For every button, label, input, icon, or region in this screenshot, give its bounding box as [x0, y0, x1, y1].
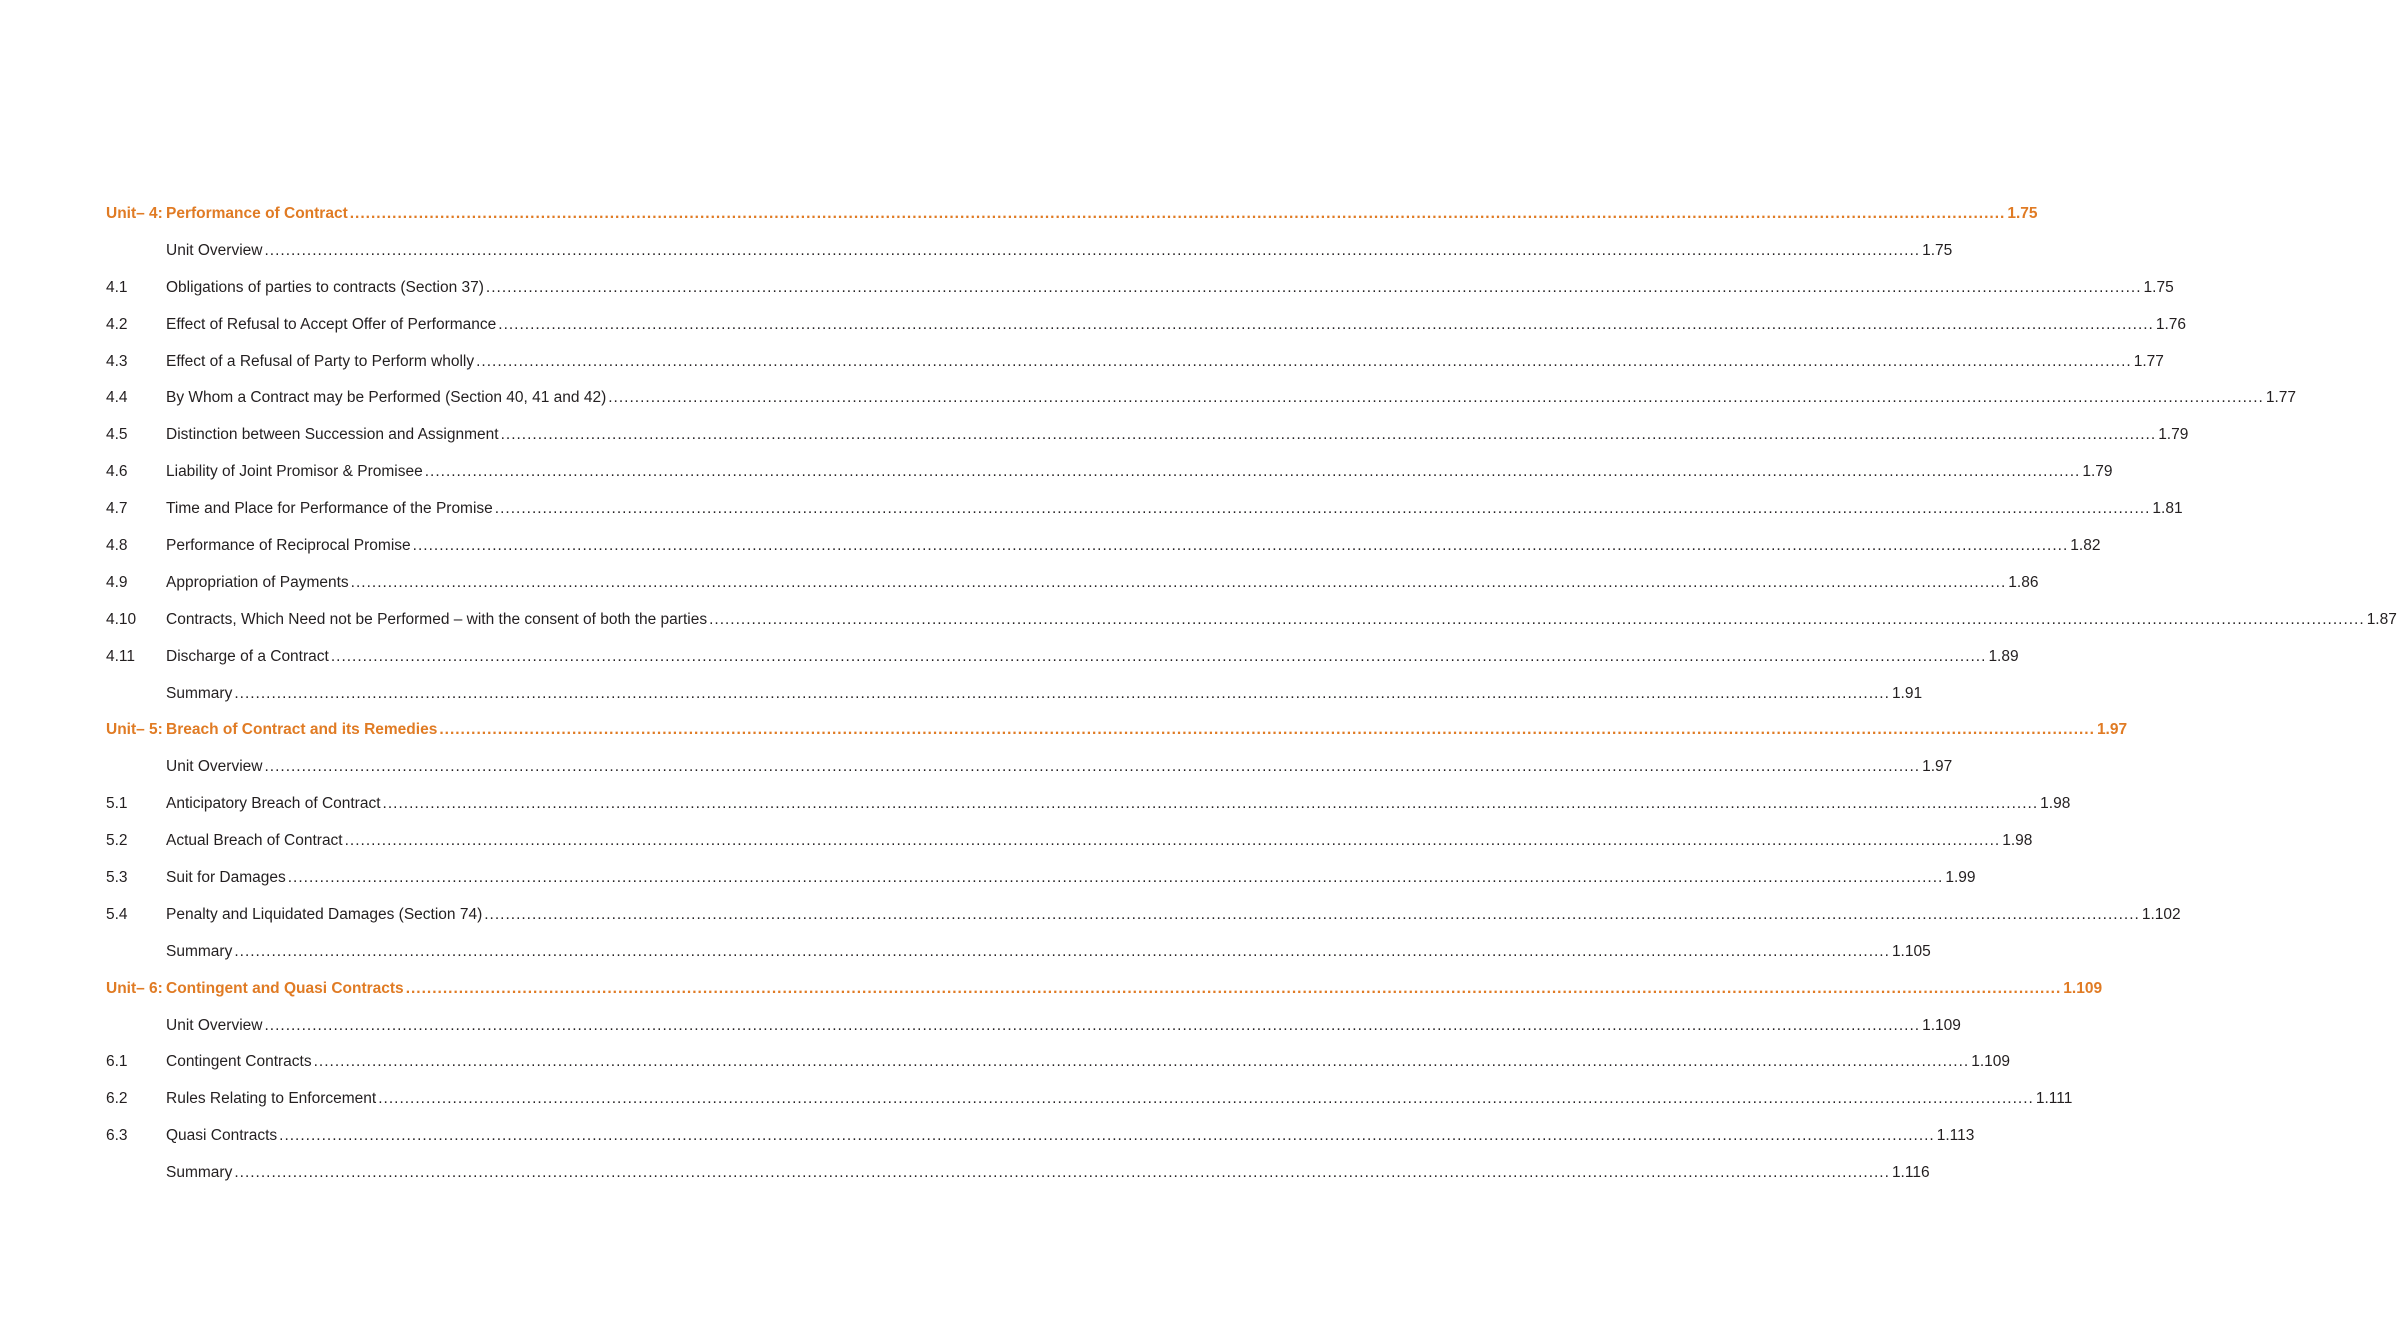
- dot-leader: [406, 980, 2062, 998]
- dot-leader: [425, 463, 2081, 481]
- toc-entry[interactable]: [106, 241, 1953, 279]
- dot-leader: [486, 279, 2142, 297]
- toc-number: 6.1: [106, 1053, 128, 1071]
- toc-title: Unit Overview: [166, 758, 263, 776]
- toc-entry[interactable]: [106, 684, 1923, 722]
- toc-number: 6.2: [106, 1090, 128, 1108]
- toc-number: 4.11: [106, 647, 136, 665]
- toc-entry[interactable]: [106, 758, 1953, 795]
- toc-title: Distinction between Succession and Assignment: [166, 426, 499, 444]
- toc-page-number: 1.75: [2143, 278, 2174, 296]
- toc-page-number: 1.91: [1891, 684, 1923, 702]
- toc-title: Performance of Reciprocal Promise: [166, 537, 411, 555]
- toc-number: 5.3: [106, 869, 128, 887]
- dot-leader: [314, 1053, 1970, 1071]
- toc-title: Liability of Joint Promisor & Promisee: [166, 463, 423, 481]
- toc-page-number: 1.116: [1891, 1164, 1930, 1182]
- toc-number: 6.3: [106, 1127, 128, 1145]
- toc-page-number: 1.98: [2040, 795, 2071, 813]
- toc-number: 4.8: [106, 537, 128, 555]
- dot-leader: [288, 869, 1944, 887]
- toc-number: 4.3: [106, 352, 128, 370]
- toc-title: Time and Place for Performance of the Promise: [166, 500, 493, 518]
- toc-page-number: 1.86: [2008, 573, 2039, 591]
- toc-page-number: 1.79: [2158, 426, 2189, 444]
- toc-title: Unit Overview: [166, 1016, 263, 1034]
- toc-entry[interactable]: [106, 352, 2164, 390]
- toc-number: Unit– 6:: [106, 979, 163, 997]
- dot-leader: [495, 500, 2151, 518]
- toc-title: Appropriation of Payments: [166, 573, 349, 591]
- toc-entry[interactable]: [106, 573, 2039, 611]
- toc-title: Breach of Contract and its Remedies: [166, 721, 438, 739]
- dot-leader: [351, 574, 2007, 592]
- toc-title: Effect of Refusal to Accept Offer of Performance: [166, 315, 497, 333]
- toc-title: Discharge of a Contract: [166, 647, 329, 665]
- toc-number: 4.6: [106, 463, 128, 481]
- dot-leader: [439, 721, 2095, 739]
- dot-leader: [608, 389, 2264, 407]
- toc-title: Contracts, Which Need not be Performed – with the consent of both the parties: [166, 610, 708, 628]
- toc-number: 4.1: [106, 278, 128, 296]
- toc-entry[interactable]: [106, 832, 2033, 869]
- toc-page-number: 1.99: [1945, 869, 1976, 887]
- toc-title: Contingent Contracts: [166, 1053, 312, 1071]
- dot-leader: [264, 1017, 1920, 1035]
- toc-number: 4.10: [106, 610, 137, 628]
- toc-entry[interactable]: [106, 610, 2397, 648]
- dot-leader: [383, 795, 2039, 813]
- toc-page-number: 1.79: [2082, 463, 2113, 481]
- toc-entry[interactable]: [106, 1127, 1975, 1164]
- toc-page-number: 1.87: [2366, 610, 2397, 628]
- dot-leader: [484, 906, 2140, 924]
- toc-page-number: 1.109: [2063, 979, 2103, 997]
- toc-entry[interactable]: [106, 278, 2174, 316]
- toc-number: 4.4: [106, 389, 128, 407]
- toc-entry[interactable]: [106, 1053, 2011, 1090]
- toc-unit-heading[interactable]: [106, 721, 2128, 758]
- toc-title: Contingent and Quasi Contracts: [166, 979, 404, 997]
- toc-title: Actual Breach of Contract: [166, 832, 343, 850]
- toc-entry[interactable]: [106, 315, 2187, 353]
- dot-leader: [234, 1164, 1890, 1182]
- toc-number: 5.1: [106, 795, 128, 813]
- dot-leader: [279, 1127, 1935, 1145]
- toc-title: Obligations of parties to contracts (Section 37): [166, 278, 484, 296]
- toc-entry[interactable]: [106, 647, 2019, 685]
- dot-leader: [378, 1090, 2034, 1108]
- toc-number: 4.2: [106, 315, 128, 333]
- toc-page-number: 1.89: [1988, 647, 2019, 665]
- toc-page-number: 1.97: [2096, 721, 2128, 739]
- toc-page-number: 1.113: [1936, 1127, 1975, 1145]
- toc-title: Suit for Damages: [166, 869, 286, 887]
- dot-leader: [709, 611, 2365, 629]
- toc-entry[interactable]: [106, 463, 2113, 500]
- toc-title: Rules Relating to Enforcement: [166, 1090, 377, 1108]
- toc-entry[interactable]: [106, 1090, 2073, 1127]
- toc-entry[interactable]: [106, 869, 1976, 906]
- toc-entry[interactable]: [106, 1164, 1930, 1201]
- toc-page-number: 1.109: [1971, 1053, 2011, 1071]
- dot-leader: [264, 242, 1920, 260]
- toc-title: By Whom a Contract may be Performed (Section 40, 41 and 42): [166, 389, 607, 407]
- toc-page-number: 1.75: [1922, 241, 1953, 259]
- toc-number: 5.4: [106, 905, 128, 923]
- dot-leader: [264, 758, 1920, 776]
- dot-leader: [413, 537, 2069, 555]
- toc-entry[interactable]: [106, 942, 1931, 980]
- dot-leader: [498, 316, 2154, 334]
- dot-leader: [350, 205, 2006, 223]
- toc-number: 4.5: [106, 426, 128, 444]
- toc-unit-heading[interactable]: [106, 979, 2103, 1017]
- toc-page-number: 1.111: [2035, 1090, 2073, 1108]
- toc-entry[interactable]: [106, 537, 2101, 574]
- toc-title: Summary: [166, 684, 233, 702]
- toc-number: 4.7: [106, 500, 128, 518]
- toc-page-number: 1.77: [2133, 352, 2164, 370]
- toc-page-number: 1.75: [2007, 205, 2038, 222]
- toc-number: 5.2: [106, 832, 128, 850]
- toc-title: Summary: [166, 1164, 233, 1182]
- toc-page-number: 1.102: [2141, 905, 2181, 923]
- toc-title: Unit Overview: [166, 241, 263, 259]
- dot-leader: [345, 832, 2001, 850]
- toc-title: Performance of Contract: [166, 205, 348, 222]
- toc-number: Unit– 4:: [106, 205, 163, 222]
- toc-title: Quasi Contracts: [166, 1127, 278, 1145]
- toc-entry[interactable]: [106, 426, 2189, 463]
- toc-page-number: 1.77: [2265, 389, 2297, 407]
- toc-entry[interactable]: [106, 389, 2297, 426]
- toc-entry[interactable]: [106, 795, 2071, 832]
- toc-title: Penalty and Liquidated Damages (Section 74): [166, 905, 483, 923]
- toc-page-number: 1.82: [2070, 537, 2101, 555]
- table-of-contents: [106, 205, 2397, 1201]
- dot-leader: [501, 426, 2157, 444]
- toc-title: Anticipatory Breach of Contract: [166, 795, 381, 813]
- toc-entry[interactable]: [106, 905, 2181, 943]
- toc-entry[interactable]: [106, 500, 2183, 537]
- toc-page-number: 1.109: [1922, 1016, 1961, 1034]
- toc-page-number: 1.81: [2152, 500, 2183, 518]
- toc-number: 4.9: [106, 573, 128, 591]
- dot-leader: [234, 943, 1890, 961]
- toc-page-number: 1.76: [2155, 315, 2187, 333]
- toc-number: Unit– 5:: [106, 721, 163, 739]
- toc-page-number: 1.97: [1922, 758, 1953, 776]
- toc-unit-heading[interactable]: [106, 205, 2038, 242]
- dot-leader: [234, 685, 1890, 703]
- toc-page-number: 1.98: [2002, 832, 2033, 850]
- toc-title: Summary: [166, 942, 233, 960]
- toc-page-number: 1.105: [1891, 942, 1931, 960]
- toc-title: Effect of a Refusal of Party to Perform wholly: [166, 352, 475, 370]
- dot-leader: [331, 648, 1987, 666]
- toc-entry[interactable]: [106, 1016, 1961, 1054]
- dot-leader: [476, 353, 2132, 371]
